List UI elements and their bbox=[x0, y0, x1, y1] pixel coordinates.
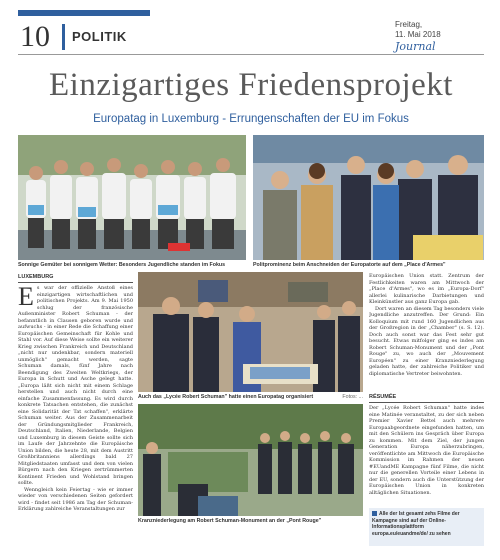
kicker-rule bbox=[18, 282, 133, 283]
resumee-text: Der „Lycée Robert Schuman" hatte indes eine Matinée veranstaltet, zu der sich neben Premier Xavier Bettel auch mehrere Europaabgeordnete eingefunden hatten, um mit den Schülern ins Gespräch über Europa zu kommen. Mit dem Ziel, der jungen Generation Europa näherzubringen, veröffentlichte am Mittwoch die Europäische Kommission im Rahmen der neuen #EUandME Kampagne fünf Filme, die nicht nur die generellen Vorteile einer Lebens in der EU, sondern auch die Unterstützung der Europäischen Union in konkreten alltäglichen Situationen. bbox=[369, 405, 484, 496]
journal-logo: Journal bbox=[395, 40, 436, 53]
issue-date bbox=[395, 20, 485, 40]
article-kicker: LUXEMBURG bbox=[18, 274, 54, 280]
date-weekday: Freitag, bbox=[395, 20, 423, 29]
photo-politicians bbox=[253, 135, 484, 260]
section-divider bbox=[62, 24, 65, 50]
article-paragraph-2: Wenngleich kein Feiertag - wie er immer wieder von verschiedenen Seiten gefordert wird - findet seit 1986 am Tag der Schuman-Erklärung zahlreiche Veranstaltungen zur bbox=[18, 486, 133, 512]
photo-lycee bbox=[138, 272, 363, 392]
header-rule bbox=[18, 54, 484, 55]
headline: Einzigartiges Friedensprojekt bbox=[49, 67, 453, 103]
info-square-icon bbox=[372, 511, 377, 516]
photo-lycee-caption bbox=[138, 394, 363, 401]
photo-credit: Fotos: ... bbox=[342, 394, 363, 400]
photo-youth-caption: Sonnige Gemüter bei sonnigem Wetter: Besonders Jugendliche standen im Fokus bbox=[18, 262, 226, 268]
header-accent-bar bbox=[18, 10, 150, 16]
photo-youth-group bbox=[18, 135, 246, 260]
dropcap: E bbox=[18, 285, 34, 311]
article-column-1 bbox=[18, 285, 133, 543]
info-box bbox=[369, 508, 484, 546]
page-number: 10 bbox=[20, 20, 50, 53]
photo-lycee-caption-text: Auch das „Lycée Robert Schuman" hatte einen Europatag organisiert bbox=[138, 394, 314, 400]
info-text: Alle der Ist gesamt zehs Filme der Kampagne sind auf der Online-Informationsplattform europa.eu/euandme/de/ zu sehen bbox=[372, 511, 460, 537]
photo-wreath-caption: Kranzniederlegung am Robert Schuman-Monument an der „Pont Rouge" bbox=[138, 518, 322, 524]
date-day: 11. Mai 2018 bbox=[395, 30, 441, 39]
photo-wreath-laying bbox=[138, 404, 363, 516]
article-paragraph-4: Dort waren an diesem Tag besonders viele Jugendliche anzutreffen. Der Grund: Ein Kolloquium mit rund 160 Jugendlichen aus der Großregion in der „Chamber" (s. S. 12). Doch auch sonst war das Fest sehr gut besucht. Etwas mitfolger ging es indes am Robert Schuman-Monument und der „Pont Rouge" zu, wo auch der „Mouvement Européen" zu einer Kranzniederlegung geladen hatte, der zahlreiche Politiker und diplomatische Vertreter beiwohnten. bbox=[369, 305, 484, 377]
resumee-rule bbox=[369, 402, 484, 403]
resumee-title: RÉSUMÉE bbox=[369, 394, 397, 400]
article-lead-text: s war der offizielle Anstoß eines einzigartigen wirtschaftlichen und politischen Projekts. Am 9. Mai 1950 schlug der französische Außenminister Robert Schuman - der befanntlich in Clausen geboren wurde und aufwuchs - in einer Rede die Schaffung einer Europäischen Gemeinschaft für Kohle und Stahl vor. Auf diese Weise sollte ein weiterer Krieg zwischen Frankreich und Deutschland „nicht nur undenkbar, sondern materiell unmöglich" gemacht werden, sagte Schuman damals, fünf Jahre nach Beendigung des Zweiten Weltkriegs, der Europa in Schutt und Asche gelegt hatte. „Europa läßt sich nicht mit einem Schlage herstellen und auch nicht durch eine einfache Zusammenfassung. Es wird durch konkrete Tatsachen entstehen, die zunächst eine Solidarität der Tat schaffen", erklärte Schuman weiter. Aus der Zusammenarbeit der Gründungsmitglieder Frankreich, Deutschland, Italien, Niederlande, Belgien und Luxemburg in diesem Geiste sollte sich im Laufe der Jahrzehnte die Europäische Union bilden, die heute 28, mit dem Austritt Großbritanniens allerdings bald 27 Mitgliedstaaten umfasst und dem von vielen Bürgern nach den Kriegen zertrümmerten Kontinent Frieden und Wohlstand bringen sollte. bbox=[18, 285, 133, 486]
photo-politicians-caption: Politprominenz beim Anschneiden der Europatorte auf dem „Place d'Armes" bbox=[253, 262, 446, 268]
section-label: POLITIK bbox=[72, 29, 127, 44]
article-paragraph-3: Europäischen Union statt. Zentrum der Festlichkeiten waren am Mittwoch der „Place d'Armes", wo es im „Europa-Dorf" allerlei kulinarische Darbietungen und Kleinkünstler aus ganz Europa gab. bbox=[369, 273, 484, 305]
subheadline: Europatag in Luxemburg - Errungenschaften der EU im Fokus bbox=[93, 113, 409, 125]
article-column-3 bbox=[369, 273, 484, 391]
